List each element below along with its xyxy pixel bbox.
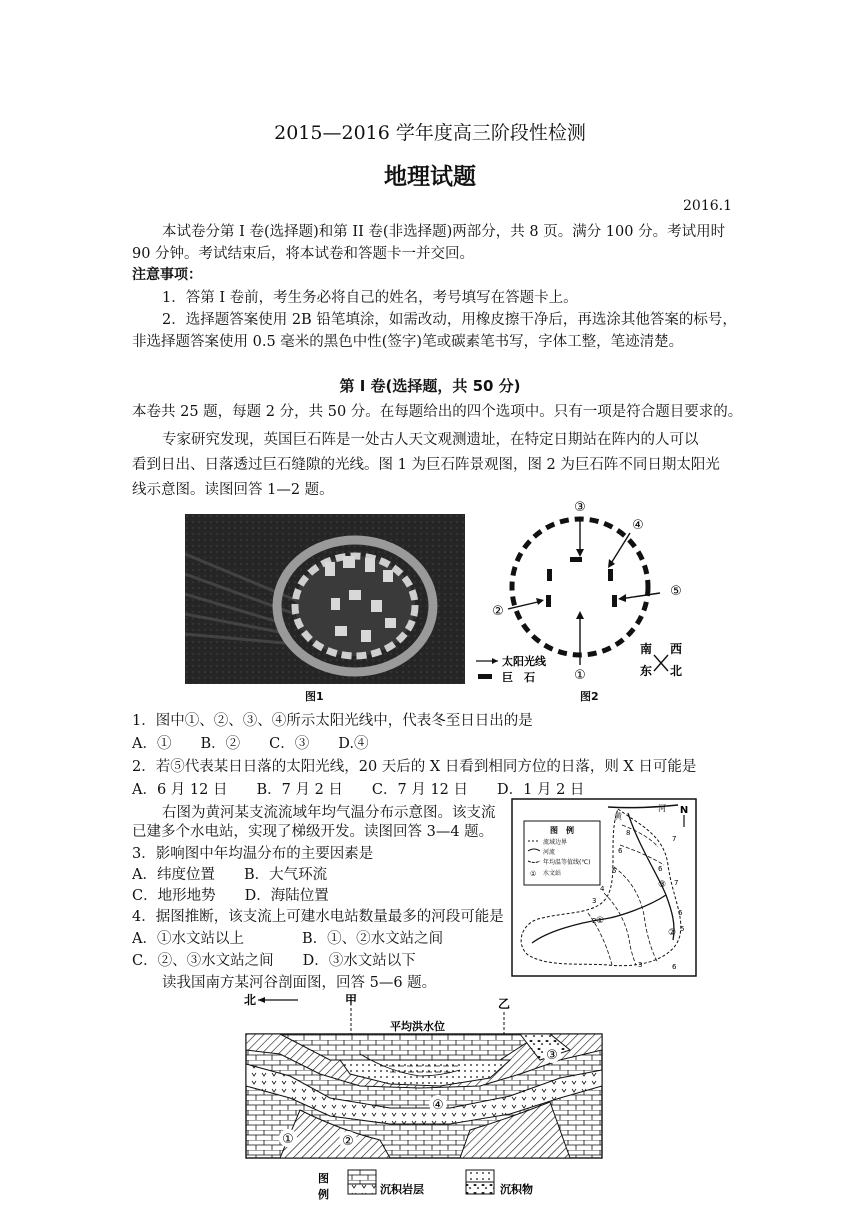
q3-options-ab: A．纬度位置 B．大气环流 [132,867,328,883]
isotherm-label-6: 6 [618,847,623,855]
q1-stem: 1．图中①、②、③、④所示太阳光线中，代表冬至日日出的是 [132,713,533,729]
intro-line-1: 本试卷分第 I 卷(选择题)和第 II 卷(非选择题)两部分，共 8 页。满分 100 分。考试用时 [162,224,726,240]
q4-options-cd: C．②、③水文站之间 D．③水文站以下 [132,953,416,969]
legend-rock-label: 沉积岩层 [380,1183,424,1196]
valley-marker-2: ② [342,1134,354,1149]
valley-jia: 甲 [345,993,358,1007]
q3-options-cd: C．地形地势 D．海陆位置 [132,888,329,904]
q2-stem: 2．若⑤代表某日日落的太阳光线，20 天后的 X 日看到相同方位的日落，则 X 日可能是 [132,759,697,775]
fig1-caption: 图1 [305,690,324,703]
isotherm-label-5: 5 [612,867,617,875]
legend-sediment-label: 沉积物 [500,1183,533,1196]
notice-heading: 注意事项： [132,267,202,283]
station-2: ② [668,928,677,938]
passage2-line-1: 右图为黄河某支流流域年均气温分布示意图。该支流 [162,805,496,821]
q2-options: A．6 月 12 日 B．7 月 2 日 C．7 月 12 日 D．1 月 2 日 [132,782,585,798]
fig2-caption: 图2 [580,690,599,703]
q3-stem: 3．影响图中年均温分布的主要因素是 [132,846,374,862]
isotherm-label-2: 2 [592,917,597,925]
river-basin-map [508,795,700,980]
map-river-name-2: 黄 [614,812,622,821]
map-legend-river: 河流 [543,849,556,856]
passage1-line-2: 看到日出、日落透过巨石缝隙的光线。图 1 为巨石阵景观图，图 2 为巨石阵不同日期太阳光 [132,457,720,473]
valley-marker-1: ① [282,1132,294,1147]
exam-title: 2015—2016 学年度高三阶段性检测 [274,122,586,144]
compass-east: 东 [640,664,653,678]
marker-4: ④ [632,518,644,533]
isotherm-label-6d: 6 [672,963,677,971]
compass-south: 南 [640,642,653,656]
marker-2: ② [492,604,504,619]
isotherm-label-3: 3 [592,897,597,905]
station-1: ① [596,916,605,926]
exam-date: 2016.1 [683,198,732,214]
valley-marker-3: ③ [546,1048,558,1063]
notice-2b: 非选择题答案使用 0.5 毫米的黑色中性(签字)笔或碳素笔书写，字体工整，笔迹清楚。 [132,334,684,350]
map-legend-isotherm: 年均温等值线(℃) [543,859,591,866]
isotherm-label-7b: 7 [674,879,679,887]
stonehenge-sunlight-diagram [470,495,700,700]
q1-options: A．① B．② C．③ D.④ [132,736,369,752]
map-legend-boundary: 流域边界 [543,839,568,846]
isotherm-label-6b: 6 [658,865,663,873]
q4-options-ab: A．①水文站以上 B．①、②水文站之间 [132,931,444,947]
passage2-line-2: 已建多个水电站，实现了梯级开发。读图回答 3—4 题。 [132,824,494,840]
isotherm-label-8: 8 [626,829,631,837]
notice-2a: 2．选择题答案使用 2B 铅笔填涂，如需改动，用橡皮擦干净后，再选涂其他答案的标号， [162,312,737,328]
svg-text:①: ① [530,870,537,878]
subject-title: 地理试题 [384,164,476,190]
map-north: N [679,805,689,816]
valley-north: 北 [244,993,257,1007]
map-legend-station: 水文站 [543,870,562,877]
isotherm-label-6c: 6 [678,909,683,917]
station-3: ③ [658,880,667,890]
marker-5: ⑤ [670,584,682,599]
valley-cross-section [240,990,612,1206]
passage1-line-1: 专家研究发现，英国巨石阵是一处古人天文观测遗址，在特定日期站在阵内的人可以 [162,432,699,448]
compass-west: 西 [670,642,683,656]
notice-1: 1．答第 I 卷前，考生务必将自己的姓名，考号填写在答题卡上。 [162,290,578,306]
valley-legend-title-2: 例 [318,1188,329,1201]
valley-marker-4: ④ [432,1098,444,1113]
intro-line-2: 90 分钟。考试结束后，将本试卷和答题卡一并交回。 [132,246,475,262]
stonehenge-photo [185,514,465,684]
isotherm-label-4: 4 [600,885,605,893]
isotherm-label-3b: 3 [638,961,643,969]
isotherm-label-7: 7 [672,835,677,843]
legend-sunlight: 太阳光线 [502,655,546,668]
map-river-name: 河 [658,804,666,813]
isotherm-label-5b: 5 [680,925,685,933]
legend-stone: 巨 石 [502,671,535,684]
passage3-line-1: 读我国南方某河谷剖面图，回答 5—6 题。 [162,975,437,991]
map-legend-title: 图 例 [550,826,574,835]
valley-legend-title-1: 图 [318,1172,329,1185]
marker-3: ③ [574,500,586,515]
section-desc: 本卷共 25 题，每题 2 分，共 50 分。在每题给出的四个选项中。只有一项是符合题目要求的。 [132,404,743,420]
passage1-line-3: 线示意图。读图回答 1—2 题。 [132,482,334,498]
section-heading: 第 I 卷(选择题，共 50 分) [339,377,521,395]
marker-1: ① [574,668,586,683]
valley-yi: 乙 [498,997,511,1011]
flood-level-label: 平均洪水位 [390,1020,445,1033]
compass-north: 北 [670,664,683,678]
q4-stem: 4．据图推断，该支流上可建水电站数量最多的河段可能是 [132,909,504,925]
